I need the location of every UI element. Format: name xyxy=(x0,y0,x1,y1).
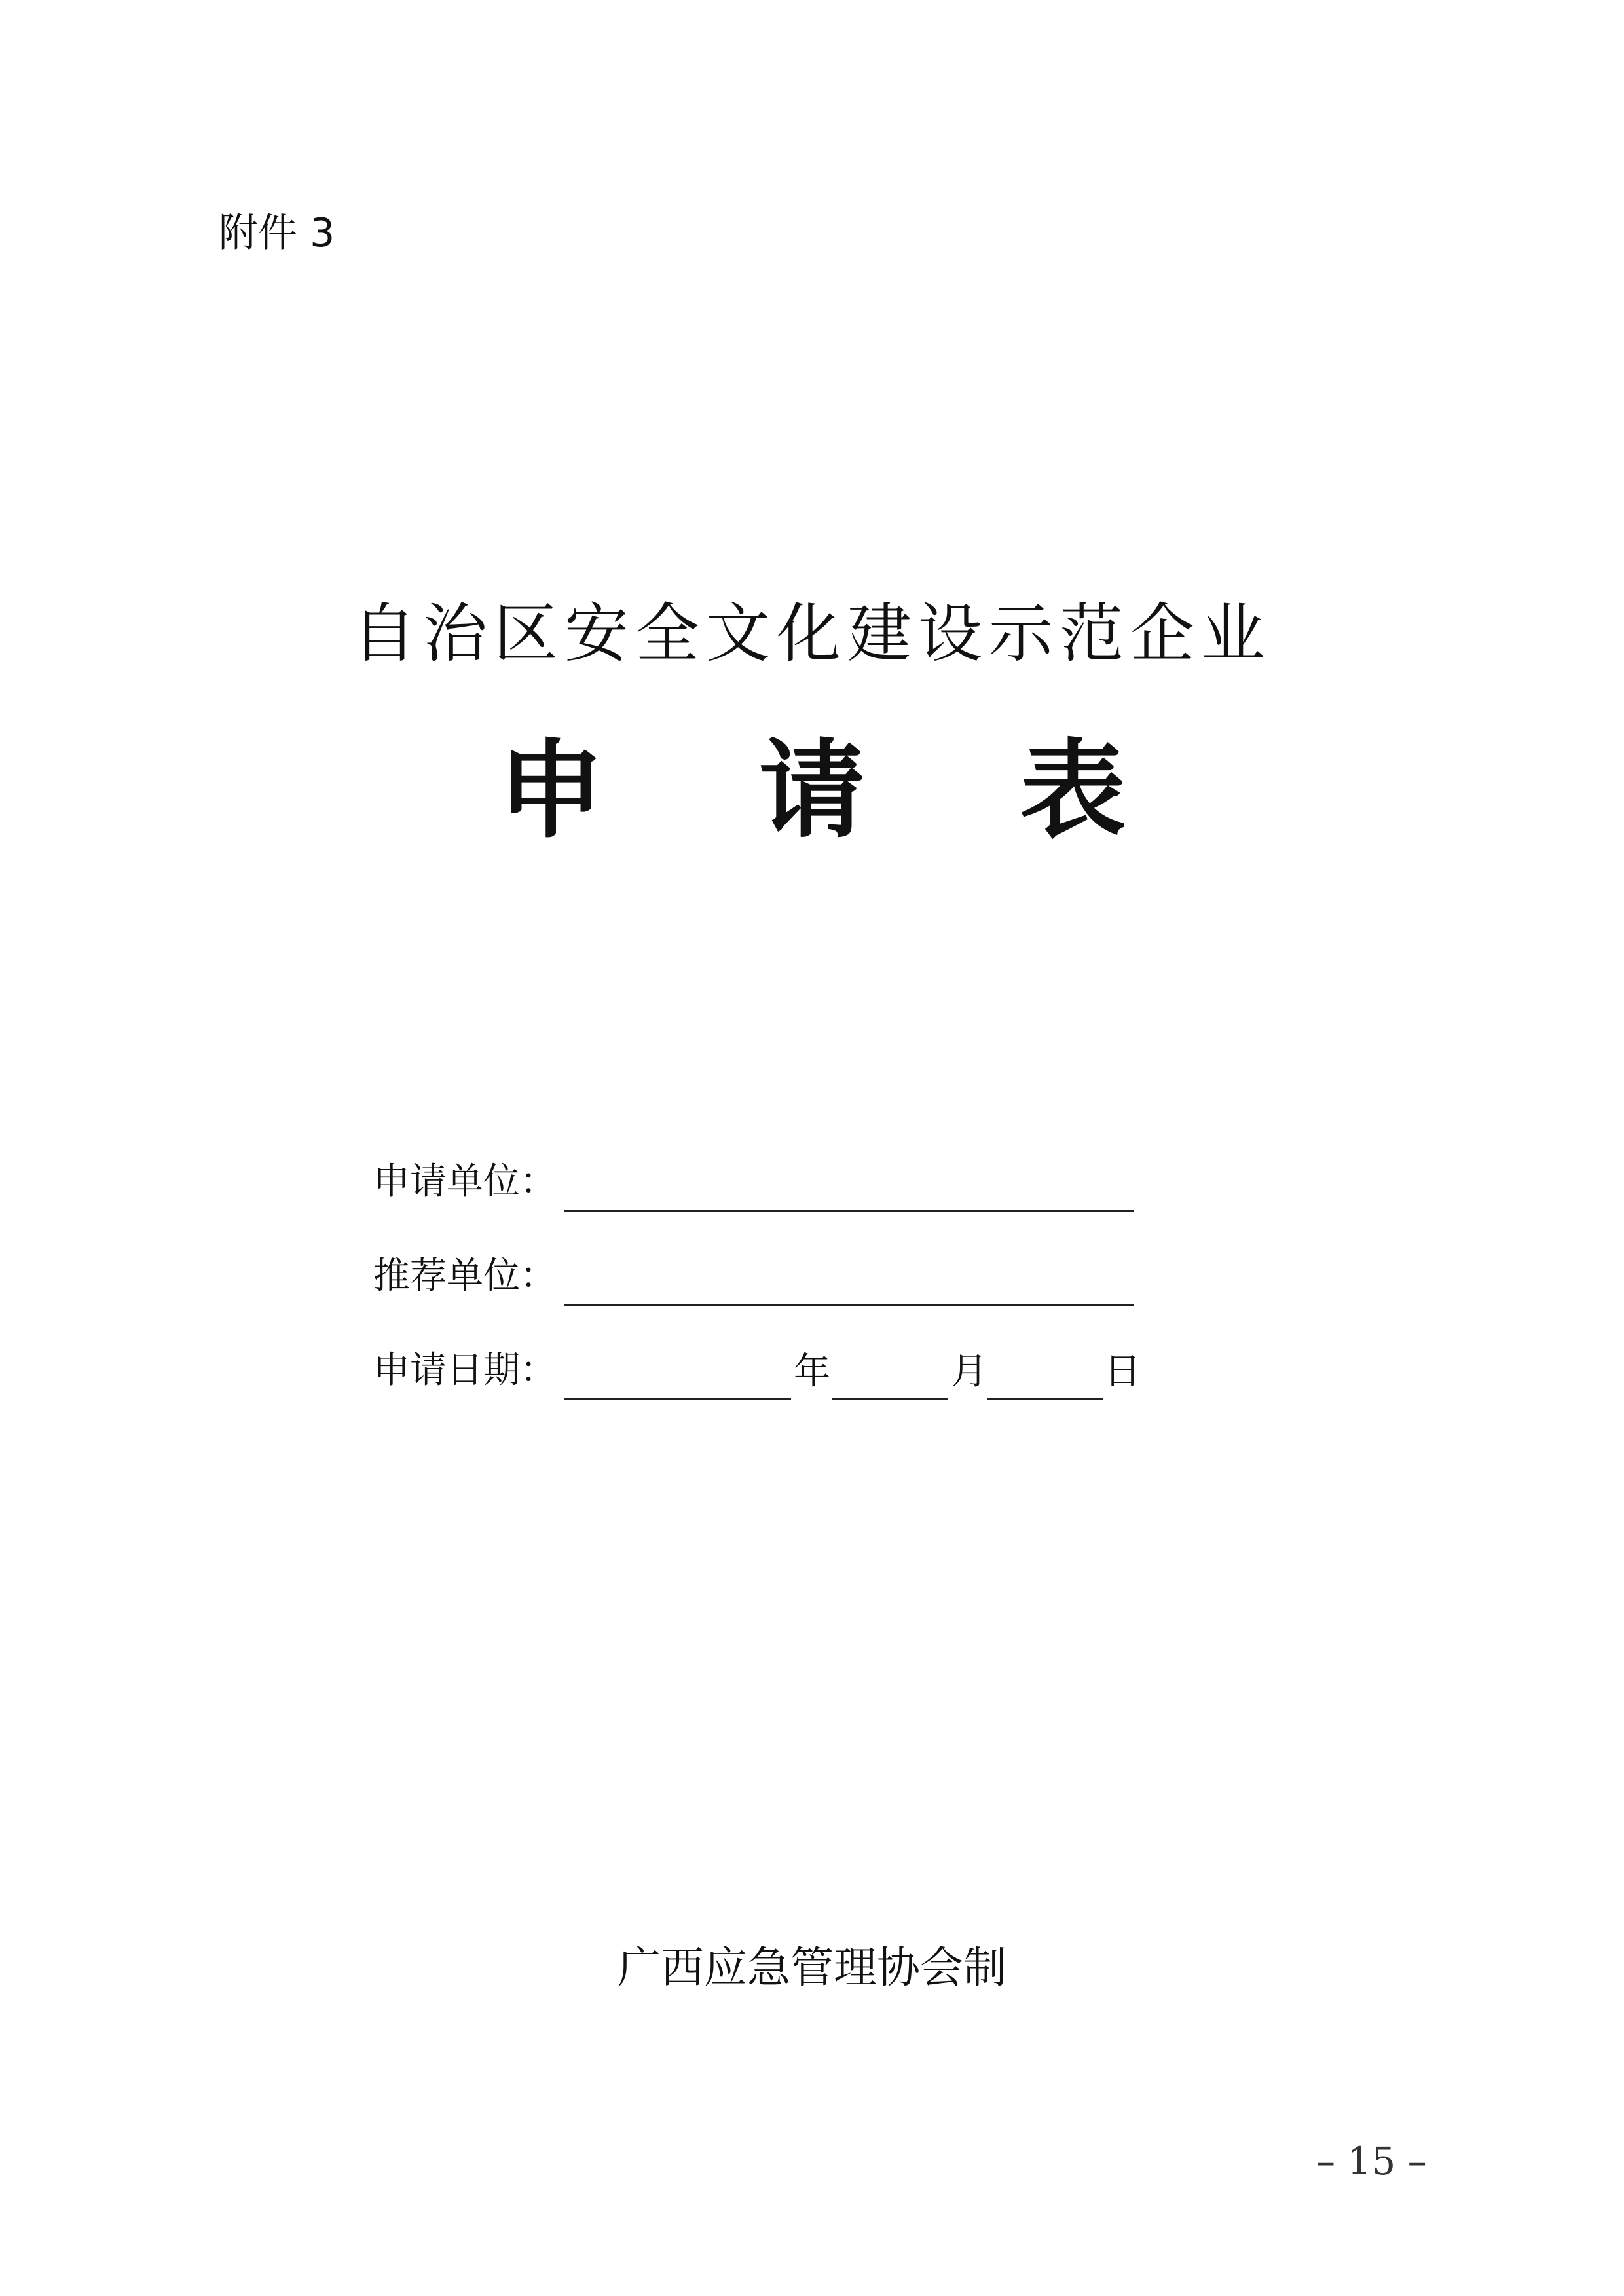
document-title: 自治区安全文化建设示范企业 xyxy=(352,597,1272,671)
applicant-field xyxy=(373,1153,1139,1212)
applicant-input-line[interactable] xyxy=(564,1210,1134,1212)
day-unit: 日 xyxy=(1104,1350,1141,1393)
recommender-input-line[interactable] xyxy=(564,1304,1134,1306)
day-input-line[interactable] xyxy=(987,1398,1103,1400)
recommender-field xyxy=(373,1247,1139,1306)
date-field xyxy=(373,1341,1139,1400)
month-unit: 月 xyxy=(951,1350,987,1393)
applicant-label: 申请单位： xyxy=(373,1160,557,1203)
year-input-line[interactable] xyxy=(564,1398,791,1400)
date-label: 申请日期： xyxy=(373,1349,557,1392)
issuer-text: 广西应急管理协会制 xyxy=(618,1942,1006,1993)
attachment-label: 附件 3 xyxy=(219,210,335,256)
year-unit: 年 xyxy=(794,1350,830,1393)
page-number: – 15 – xyxy=(1316,2139,1427,2183)
recommender-label: 推荐单位： xyxy=(373,1255,557,1297)
month-input-line[interactable] xyxy=(832,1398,948,1400)
document-subtitle: 申 请 表 xyxy=(498,730,1185,853)
